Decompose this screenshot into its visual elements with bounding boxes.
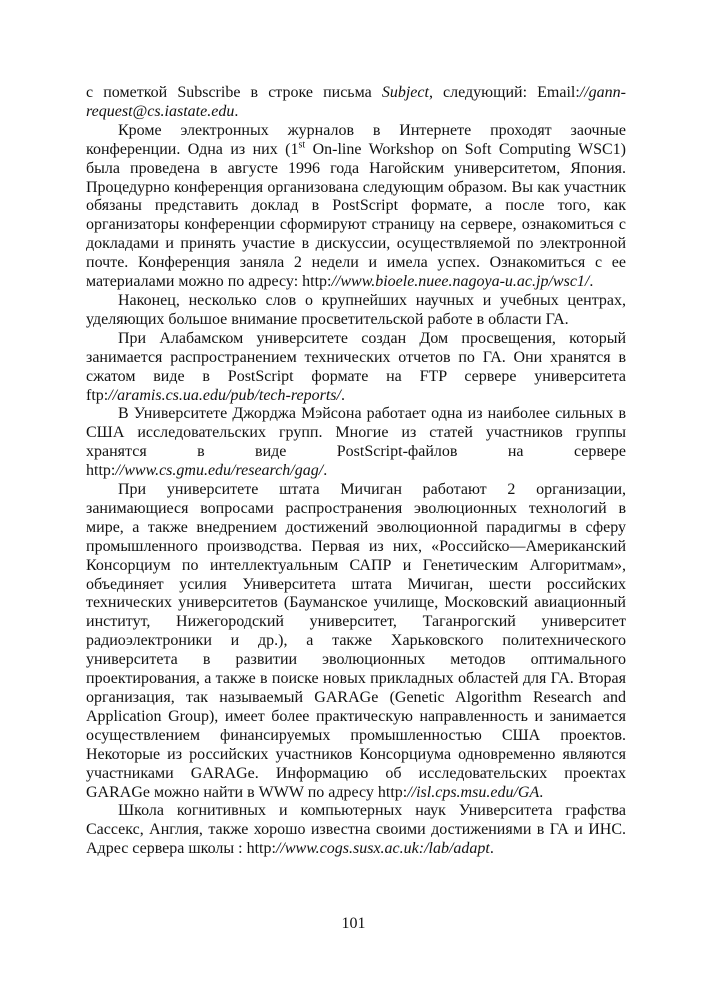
url-alabama: //aramis.cs.ua.edu/pub/tech-reports/ xyxy=(108,386,341,404)
text: . xyxy=(589,273,594,291)
paragraph-research-centers xyxy=(86,292,626,330)
text: При Алабамском университете создан Дом просвещения, который занимается распространением технических отчетов по ГА. Они хранятся в сжатом виде в PostScript формате на FTP сервере университета ftp: xyxy=(86,329,626,404)
paragraph-online-conference xyxy=(86,122,626,292)
page-number: 101 xyxy=(341,915,366,932)
paragraph-email-subscribe xyxy=(86,84,626,122)
subject-term: Subject xyxy=(381,84,429,101)
text: . xyxy=(340,386,345,404)
text: , следующий: Email: xyxy=(428,84,580,101)
text: Школа когнитивных и компьютерных наук Университета графства Сассекс, Англия, также хорошо известна своими достижениями в ГА и ИНС. Адрес сервера школы : http: xyxy=(86,802,626,858)
text: с пометкой Subscribe в строке письма xyxy=(86,84,382,101)
text: . xyxy=(323,462,328,480)
url-wsc1: //www.bioele.nuee.nagoya-u.ac.jp/wsc1/ xyxy=(331,273,590,291)
page-body xyxy=(86,84,626,859)
url-msu: //isl.cps.msu.edu/GA xyxy=(407,783,540,801)
text: В Университете Джорджа Мэйсона работает одна из наиболее сильных в США исследовательских групп. Многие из статей участников группы хранятся в виде PostScript-файлов на сервере http: xyxy=(86,405,626,480)
url-gmu: //www.cs.gmu.edu/research/gag/ xyxy=(115,462,324,480)
text: Наконец, несколько слов о крупнейших научных и учебных центрах, уделяющих большое внимание просветительской работе в области ГА. xyxy=(86,291,626,328)
superscript: st xyxy=(298,139,306,151)
text: . xyxy=(489,840,494,858)
paragraph-alabama xyxy=(86,330,626,406)
text: Кроме электронных журналов в Интернете проходят заочные конференции. Одна из них (1 xyxy=(86,121,626,158)
text: . xyxy=(234,102,239,120)
email-address: //gann-request@cs.iastate.edu xyxy=(86,84,626,120)
url-sussex: //www.cogs.susx.ac.uk:/lab/adapt xyxy=(275,840,490,858)
text: On-line Workshop on Soft Computing WSC1) была проведена в августе 1996 года Нагойским университетом, Япония. Процедурно конференция организована следующим образом. Вы как участник обязаны представить доклад в PostScript формате, а после того, как организаторы конференции сформируют страницу на сервере, ознакомиться с докладами и принять участие в дискуссии, осуществляемой по электронной почте. Конференция заняла 2 недели и имела успех. Ознакомиться с ее материалами можно по адресу: http: xyxy=(86,140,626,291)
paragraph-sussex xyxy=(86,802,626,859)
paragraph-george-mason xyxy=(86,405,626,481)
paragraph-michigan xyxy=(86,481,626,802)
text: . xyxy=(539,783,544,801)
text: При университете штата Мичиган работают 2 организации, занимающиеся вопросами распространения эволюционных технологий в мире, а также внедрением достижений эволюционной парадигмы в сферу промышленного производства. Первая из них, «Российско—Американский Консорциум по интеллектуальным САПР и Генетическим Алгоритмам», объединяет усилия Университета штата Мичиган, шести российских технических университетов (Бауманское училище, Московский авиационный институт, Нижегородский университет, Таганрогский университет радиоэлектроники и др.), а также Харьковского политехнического университета в развитии эволюционных методов оптимального проектирования, а также в поиске новых прикладных областей для ГА. Вторая организация, так называемый GARAGe (Genetic Algorithm Research and Application Group), имеет более практическую направленность и занимается осуществлением финансируемых промышленностью США проектов. Некоторые из российских участников Консорциума одновременно являются участниками GARAGe. Информацию об исследовательских проектах GARAGe можно найти в WWW по адресу http: xyxy=(86,481,626,801)
